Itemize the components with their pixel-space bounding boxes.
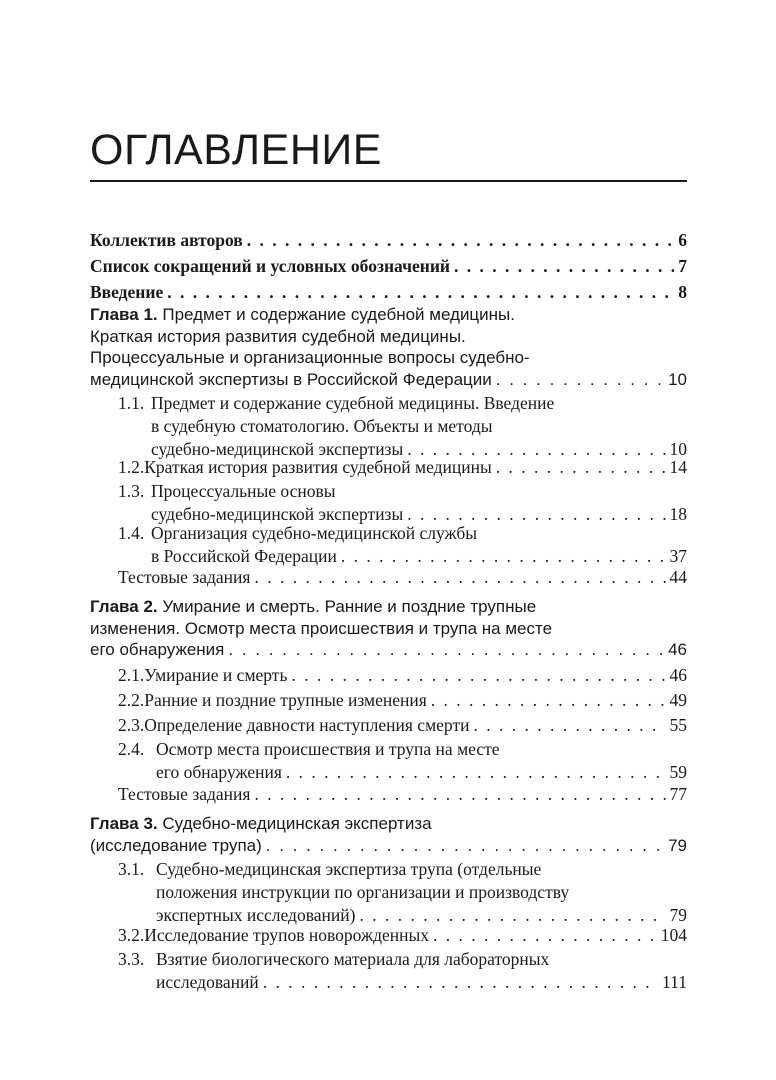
leader-dots: [228, 639, 664, 661]
toc-section-3-3[interactable]: [118, 948, 687, 994]
page-number: 10: [668, 369, 687, 389]
section-title-line: Определение давности наступления смерти: [144, 715, 470, 735]
section-title-line: исследований: [156, 972, 259, 992]
section-title-line: Краткая история развития судебной медицины: [144, 457, 492, 477]
title-rule: [90, 180, 687, 182]
leader-dots: [286, 761, 666, 784]
section-title-line: Осмотр места происшествия и трупа на месте: [156, 739, 500, 759]
chapter-label: Глава 2.: [90, 597, 158, 616]
page-number: 7: [678, 256, 687, 276]
toc-chapter-2[interactable]: [90, 596, 687, 661]
entry-text: Коллектив авторов: [90, 230, 243, 250]
page-number: 59: [669, 762, 687, 782]
section-number: 1.2.: [118, 457, 145, 477]
section-number: 1.1.: [118, 393, 145, 413]
page-number: 6: [678, 230, 687, 250]
leader-dots: [254, 566, 665, 589]
section-title-line: Умирание и смерть: [144, 665, 288, 685]
toc-entry-authors[interactable]: [90, 229, 687, 252]
toc-section-1-2[interactable]: [118, 456, 687, 479]
section-title-line: Взятие биологического материала для лабораторных: [156, 949, 550, 969]
toc-chapter-3[interactable]: [90, 813, 687, 856]
page-number: 79: [669, 905, 687, 925]
chapter-title-line: Краткая история развития судебной медицины.: [90, 326, 466, 346]
chapter-title-line: Процессуальные и организационные вопросы судебно-: [90, 348, 530, 367]
toc-section-2-1[interactable]: [118, 664, 687, 687]
toc-section-1-3[interactable]: [118, 480, 687, 526]
page-number: 104: [660, 925, 687, 945]
toc-entry-introduction[interactable]: [90, 281, 687, 304]
chapter-title-line: Предмет и содержание судебной медицины.: [157, 305, 515, 324]
chapter-title-line: Умирание и смерть. Ранние и поздние трупные: [157, 597, 537, 616]
leader-dots: [291, 664, 665, 687]
section-number: 3.1.: [118, 859, 145, 879]
page-number: 14: [669, 457, 687, 477]
entry-text: Тестовые задания: [118, 567, 251, 587]
page-number: 55: [669, 715, 687, 735]
leader-dots: [496, 456, 666, 479]
section-number: 2.2.: [118, 690, 145, 710]
section-number: 1.3.: [118, 481, 145, 501]
chapter-title-line: медицинской экспертизы в Российской Федерации: [90, 369, 492, 389]
leader-dots: [473, 714, 665, 737]
section-title-line: его обнаружения: [156, 762, 282, 782]
toc-entry-abbreviations[interactable]: [90, 255, 687, 278]
toc-section-2-2[interactable]: [118, 689, 687, 712]
section-title-line: экспертных исследований): [156, 905, 356, 925]
toc-chapter-1[interactable]: [90, 304, 687, 390]
page-number: 111: [662, 972, 687, 992]
toc-section-2-4[interactable]: [118, 738, 687, 784]
chapter-title-line: (исследование трупа): [90, 835, 262, 855]
section-number: 3.2.: [118, 925, 145, 945]
toc-section-3-1[interactable]: [118, 858, 687, 927]
section-number: 2.3.: [118, 715, 145, 735]
leader-dots: [167, 281, 674, 304]
leader-dots: [454, 255, 674, 278]
page-number: 18: [669, 504, 687, 524]
entry-text: Введение: [90, 282, 164, 302]
page-number: 77: [669, 784, 687, 804]
leader-dots: [433, 924, 657, 947]
page-number: 49: [669, 690, 687, 710]
toc-page: [90, 0, 687, 1080]
leader-dots: [247, 229, 675, 252]
section-title-line: судебно-медицинской экспертизы: [151, 504, 404, 524]
page-number: 46: [668, 640, 687, 659]
section-title-line: Процессуальные основы: [151, 481, 336, 501]
chapter-label: Глава 1.: [90, 305, 158, 324]
leader-dots: [254, 783, 665, 806]
entry-text: Список сокращений и условных обозначений: [90, 256, 450, 276]
page-number: 8: [678, 282, 687, 302]
toc-section-3-2[interactable]: [118, 924, 687, 947]
page-number: 37: [669, 546, 687, 566]
toc-section-1-1[interactable]: [118, 392, 687, 461]
chapter-title-line: изменения. Осмотр места происшествия и трупа на месте: [90, 618, 553, 638]
toc-tests-ch1[interactable]: [118, 566, 687, 589]
section-title-line: Предмет и содержание судебной медицины. Введение: [151, 393, 555, 413]
section-number: 2.4.: [118, 739, 145, 759]
section-title-line: Организация судебно-медицинской службы: [151, 523, 477, 543]
section-title-line: в Российской Федерации: [151, 546, 337, 566]
chapter-title-line: Судебно-медицинская экспертиза: [157, 814, 432, 833]
page-number: 79: [668, 835, 687, 855]
page-number: 10: [669, 439, 687, 459]
section-title-line: Судебно-медицинская экспертиза трупа (отдельные: [156, 859, 542, 879]
toc-section-1-4[interactable]: [118, 522, 687, 568]
section-title-line: в судебную стоматологию. Объекты и методы: [151, 416, 493, 436]
section-title-line: судебно-медицинской экспертизы: [151, 439, 404, 459]
leader-dots: [266, 835, 664, 857]
leader-dots: [263, 971, 658, 994]
chapter-title-line: его обнаружения: [90, 640, 225, 659]
page-number: 44: [669, 567, 687, 587]
section-title-line: Исследование трупов новорожденных: [144, 925, 429, 945]
page-title: ОГЛАВЛЕНИЕ: [90, 126, 382, 174]
toc-section-2-3[interactable]: [118, 714, 687, 737]
section-title-line: положения инструкции по организации и производству: [156, 882, 570, 902]
toc-tests-ch2[interactable]: [118, 783, 687, 806]
chapter-label: Глава 3.: [90, 814, 158, 833]
leader-dots: [496, 369, 664, 391]
section-number: 1.4.: [118, 523, 145, 543]
entry-text: Тестовые задания: [118, 784, 251, 804]
leader-dots: [341, 545, 666, 568]
section-title-line: Ранние и поздние трупные изменения: [144, 690, 427, 710]
section-number: 3.3.: [118, 949, 145, 969]
section-number: 2.1.: [118, 665, 145, 685]
page-number: 46: [669, 665, 687, 685]
leader-dots: [431, 689, 666, 712]
